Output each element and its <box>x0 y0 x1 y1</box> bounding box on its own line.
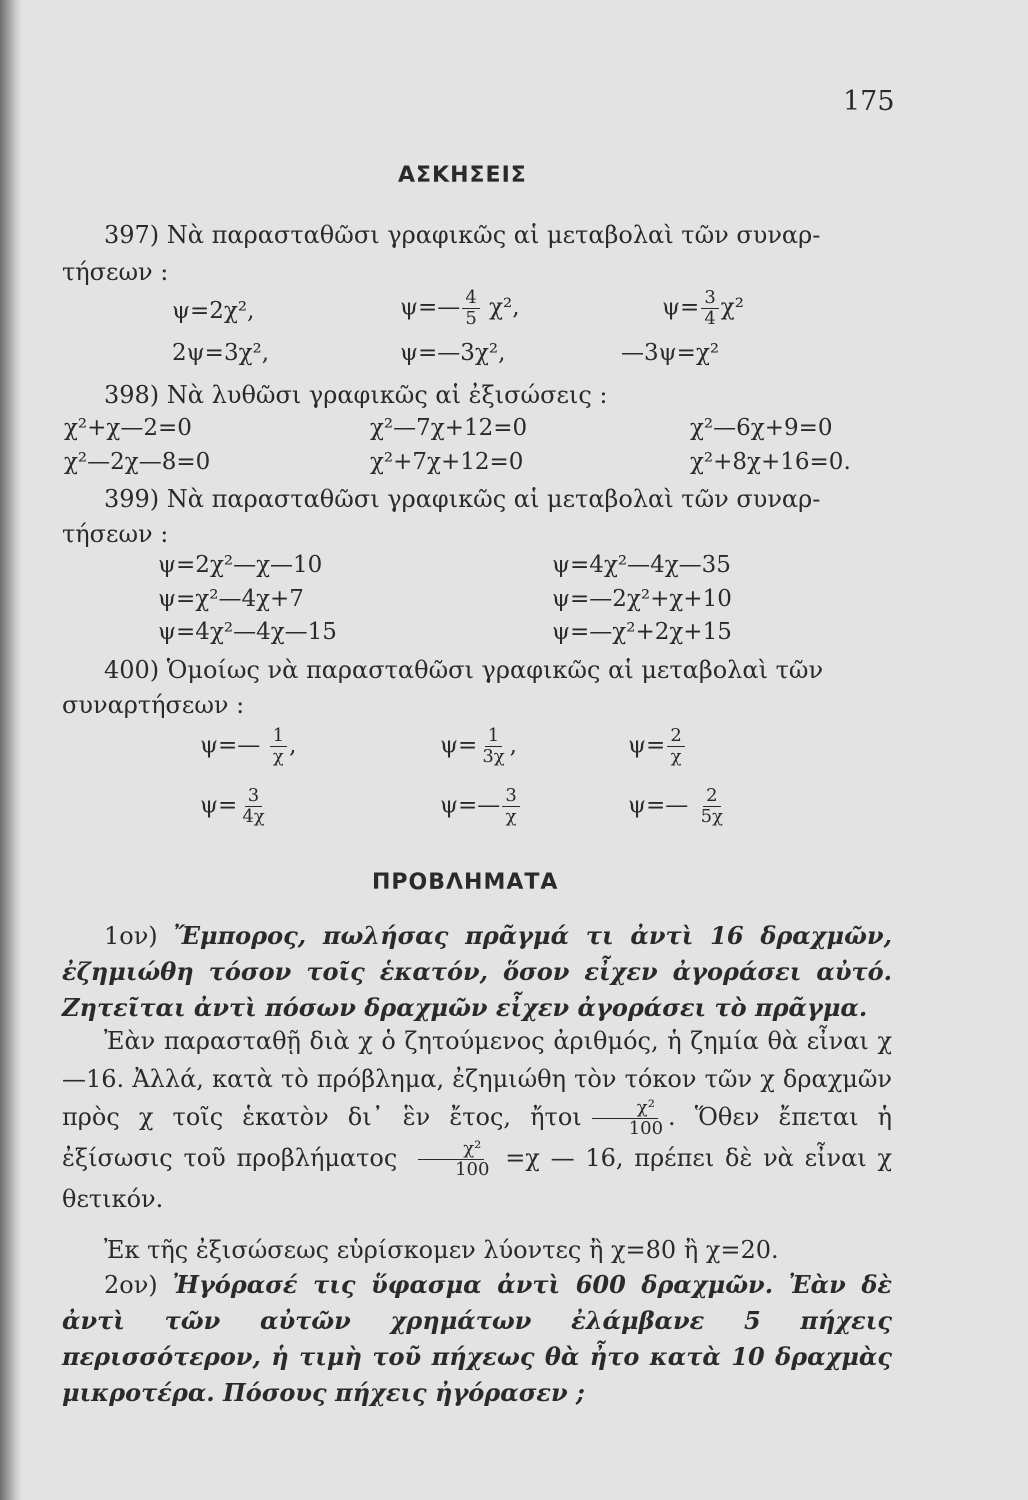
exercise-398-text: 398) Νὰ λυθῶσι γραφικῶς αἱ ἐξισώσεις : <box>104 381 608 409</box>
ex400-formula-4: ψ= $\frac{3}{4\chi}$ <box>200 785 265 827</box>
problem-1-statement: 1ον) Ἔμπορος, πωλήσας πρᾶγμά τι ἀντὶ 16 δραχμῶν, ἐζημιώθη τόσον τοῖς ἑκατόν, ὅσον εἶχεν ἀγοράσει αὐτό. Ζητεῖται ἀντὶ πόσων δραχμῶν εἶχεν ἀγοράσει τὸ πρᾶγμα. <box>62 921 892 1022</box>
exercise-399-text: 399) Νὰ παρασταθῶσι γραφικῶς αἱ μεταβολαὶ τῶν συναρ- <box>104 485 821 513</box>
ex398-eq-2: χ²—7χ+12=0 <box>370 415 528 441</box>
ex398-eq-6: χ²+8χ+16=0. <box>690 449 851 475</box>
problem-1-answer: Ἐκ τῆς ἐξισώσεως εὑρίσκομεν λύοντες ἢ χ=80 ἢ χ=20. <box>104 1236 779 1264</box>
exercise-399-text-cont: τήσεων : <box>62 520 169 548</box>
ex397-formula-3: ψ= $\frac{3}{4}$ χ² <box>662 287 744 329</box>
ex398-eq-5: χ²+7χ+12=0 <box>370 449 524 475</box>
exercise-397-text: 397) Νὰ παρασταθῶσι γραφικῶς αἱ μεταβολαὶ τῶν συναρ- <box>104 221 821 249</box>
ex399-formula-1: ψ=2χ²—χ—10 <box>158 552 323 578</box>
ex398-eq-3: χ²—6χ+9=0 <box>690 415 833 441</box>
page-number: 175 <box>843 86 895 117</box>
ex399-formula-5: ψ=4χ²—4χ—15 <box>158 619 337 645</box>
ex397-formula-6: —3ψ=χ² <box>621 340 720 366</box>
fraction-x2-over-100-eq: $\frac{\text{χ²}}{100}$ <box>410 1139 492 1180</box>
ex397-formula-1: ψ=2χ², <box>172 298 255 324</box>
ex399-formula-3: ψ=χ²—4χ+7 <box>158 586 304 612</box>
problem-2-statement: 2ον) Ἠγόρασέ τις ὕφασμα ἀντὶ 600 δραχμῶν. Ἐὰν δὲ ἀντὶ τῶν αὐτῶν χρημάτων ἐλάμβανε 5 πήχεις περισσότερον, ἡ τιμὴ τοῦ πήχεως θὰ ἦτο κατὰ 10 δραχμὰς μικροτέρα. Πόσους πήχεις ἠγόρασεν ; <box>62 1270 892 1407</box>
ex399-formula-2: ψ=4χ²—4χ—35 <box>552 552 731 578</box>
ex397-formula-2: ψ=— $\frac{4}{5}$ χ², <box>400 287 520 329</box>
ex400-formula-3: ψ= $\frac{2}{\chi}$ <box>628 726 687 767</box>
heading-problems: ΠΡΟΒΛΗΜΑΤΑ <box>372 870 559 895</box>
ex400-formula-5: ψ=— $\frac{3}{\chi}$ <box>440 786 522 827</box>
book-spine-shadow <box>0 0 22 1500</box>
exercise-397-text-cont: τήσεων : <box>62 258 169 286</box>
ex398-eq-4: χ²—2χ—8=0 <box>64 449 211 475</box>
problem-1-solution: Ἐὰν παρασταθῇ διὰ χ ὁ ζητούμενος ἀριθμός, ἡ ζημία θὰ εἶναι χ—16. Ἀλλά, κατὰ τὸ πρόβλημα, ἐζημιώθη τὸν τόκον τῶν χ δραχμῶν πρὸς χ τοῖς ἑκατὸν δι᾽ ἓν ἔτος, ἤτοι $\frac{\text{χ²}}{100}$ . Ὅθεν ἔπεται ἡ ἐξίσωσις τοῦ προβλήματος $\frac{\text{χ²}}{100}$ =χ — 16, πρέπει δὲ νὰ εἶναι χ θετικόν. <box>62 1027 893 1213</box>
exercise-400-text-cont: συναρτήσεων : <box>62 691 245 719</box>
fraction-x2-over-100: $\frac{\text{χ²}}{100}$ <box>584 1098 666 1139</box>
ex399-formula-6: ψ=—χ²+2χ+15 <box>552 619 732 645</box>
ex400-formula-2: ψ= $\frac{1}{3\chi}$ , <box>440 725 517 767</box>
exercise-400-text: 400) Ὁμοίως νὰ παρασταθῶσι γραφικῶς αἱ μεταβολαὶ τῶν <box>104 656 824 684</box>
heading-exercises: ΑΣΚΗΣΕΙΣ <box>398 163 527 188</box>
ex400-formula-6: ψ=— $\frac{2}{5\chi}$ <box>628 785 723 827</box>
ex397-formula-4: 2ψ=3χ², <box>172 340 270 366</box>
ex399-formula-4: ψ=—2χ²+χ+10 <box>552 586 732 612</box>
ex398-eq-1: χ²+χ—2=0 <box>64 415 192 441</box>
ex397-formula-5: ψ=—3χ², <box>400 340 506 366</box>
ex400-formula-1: ψ=— $\frac{1}{\chi}$ , <box>200 725 297 767</box>
